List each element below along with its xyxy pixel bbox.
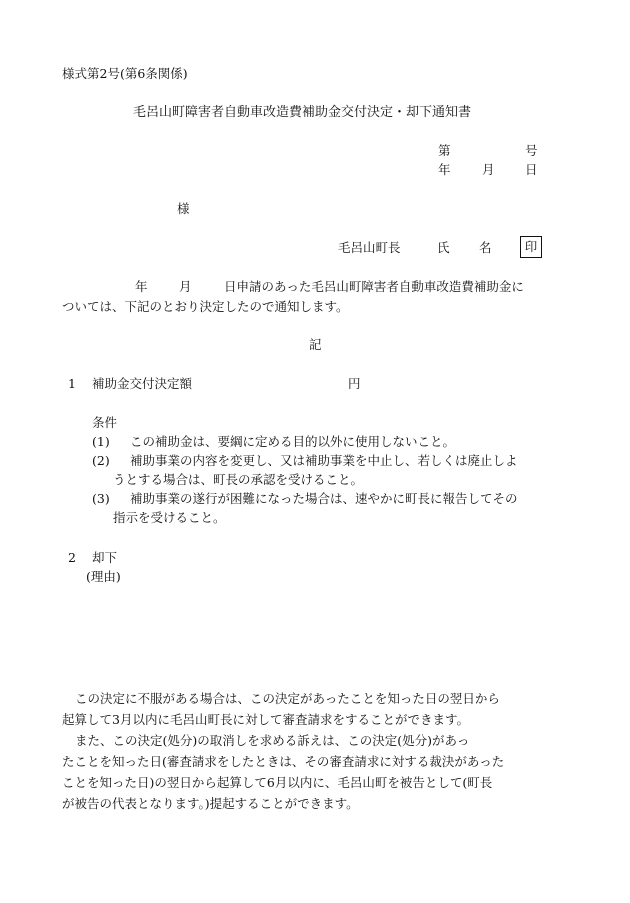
notice-paragraph-1	[62, 688, 504, 814]
form-number: 様式第2号(第6条関係)	[62, 66, 188, 81]
notice-line: また、この決定(処分)の取消しを求める訴えは、この決定(処分)があっ	[75, 733, 470, 748]
notice-line: 起算して3月以内に毛呂山町長に対して審査請求をすることができます。	[62, 712, 469, 727]
notice-line: たことを知った日(審査請求をしたときは、その審査請求に対する裁決があった	[62, 754, 505, 769]
doc-number-dai: 第	[438, 143, 451, 158]
condition-text: この補助金は、要綱に定める目的以外に使用しないこと。	[130, 434, 456, 449]
condition-text-cont: 指示を受けること。	[113, 510, 226, 525]
condition-number: (2)	[92, 453, 110, 468]
issuer-office: 毛呂山町長	[338, 240, 401, 255]
notice-line: ことを知った日)の翌日から起算して6月以内に、毛呂山町を被告として(町長	[62, 775, 493, 790]
ki-heading: 記	[309, 337, 322, 352]
issuer-mei: 名	[479, 240, 492, 255]
condition-number: (1)	[92, 434, 110, 449]
section2-reason: (理由)	[86, 569, 121, 584]
seal-mark: 印	[520, 236, 542, 258]
condition-text: 補助事業の内容を変更し、又は補助事業を中止し、若しくは廃止しよ	[130, 453, 518, 468]
condition-text: 補助事業の遂行が困難になった場合は、速やかに町長に報告してその	[130, 491, 518, 506]
issuer-uji: 氏	[437, 240, 450, 255]
date-day: 日	[525, 162, 538, 177]
date-year: 年	[438, 162, 451, 177]
notice-line: この決定に不服がある場合は、この決定があったことを知った日の翌日から	[75, 691, 500, 706]
intro-year: 年	[135, 279, 148, 294]
intro-line2: ついては、下記のとおり決定したので通知します。	[62, 299, 349, 314]
condition-text-cont: うとする場合は、町長の承認を受けること。	[113, 472, 364, 487]
section1-label: 補助金交付決定額	[92, 376, 193, 391]
section2-label: 却下	[92, 550, 118, 565]
conditions-heading: 条件	[92, 415, 118, 430]
document-title: 毛呂山町障害者自動車改造費補助金交付決定・却下通知書	[133, 105, 472, 120]
doc-number-go: 号	[525, 143, 538, 158]
addressee-suffix: 様	[177, 201, 190, 216]
section1-number: 1	[68, 376, 76, 391]
section1-unit: 円	[348, 376, 361, 391]
intro-line1: 日申請のあった毛呂山町障害者自動車改造費補助金に	[224, 279, 524, 294]
date-month: 月	[482, 162, 495, 177]
intro-month: 月	[179, 279, 192, 294]
section2-number: 2	[68, 550, 76, 565]
notice-line: が被告の代表となります。)提起することができます。	[62, 796, 359, 811]
condition-number: (3)	[92, 491, 110, 506]
